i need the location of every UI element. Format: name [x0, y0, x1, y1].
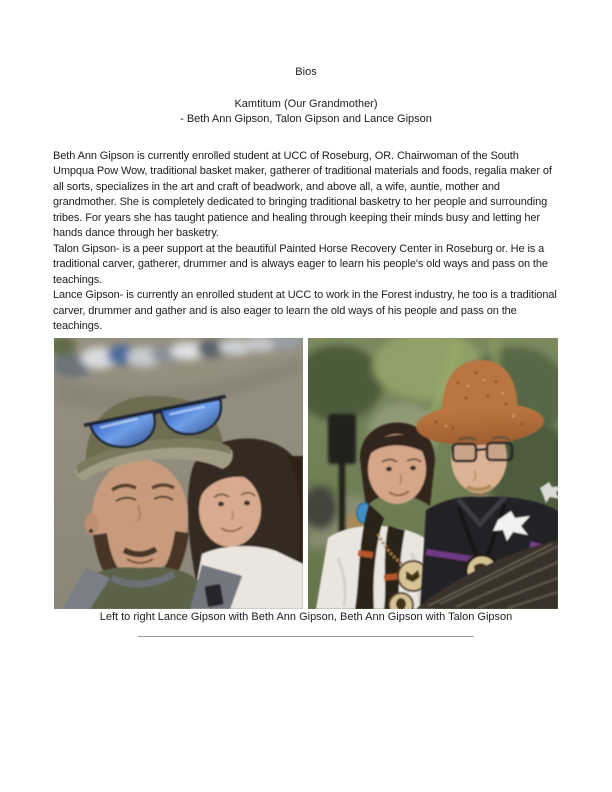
bio-text-block: [53, 149, 559, 335]
ear-stud: [89, 529, 93, 533]
photo-row: [0, 338, 612, 609]
photo-caption: Left to right Lance Gipson with Beth Ann Gipson, Beth Ann Gipson with Talon Gipson: [99, 610, 513, 623]
photo-lance-with-beth: [54, 338, 303, 609]
bio-talon: Talon Gipson- is a peer support at the beautiful Painted Horse Recovery Center in Roseburg or. He is a traditional carver, gatherer, drummer and is always eager to learn his people's old ways and pass on the teachings.: [53, 242, 548, 286]
page-title: Bios: [295, 66, 317, 78]
photo-beth-with-talon: [308, 338, 558, 609]
document-byline: - Beth Ann Gipson, Talon Gipson and Lance Gipson: [180, 113, 432, 125]
bio-lance: Lance Gipson- is currently an enrolled student at UCC to work in the Forest industry, he too is a traditional carver, drummer and gather and is also eager to learn the old ways of his people and pass on the teachings.: [53, 289, 557, 332]
bio-beth-ann: Beth Ann Gipson is currently enrolled student at UCC of Roseburg, OR. Chairwoman of the South Umpqua Pow Wow, traditional basket maker, gatherer of traditional materials and foods, regalia maker of all sorts, specializes in the art and craft of beadwork, and above all, a wife, auntie, mother and grandmother. She is completely dedicated to bringing traditional basketry to her people and surrounding tribes. For years she has taught patience and healing through keeping their minds busy and letting her hands dance through her basketry.: [53, 149, 552, 239]
signature-line: [138, 636, 474, 637]
document-subtitle: Kamtitum (Our Grandmother): [234, 97, 378, 110]
